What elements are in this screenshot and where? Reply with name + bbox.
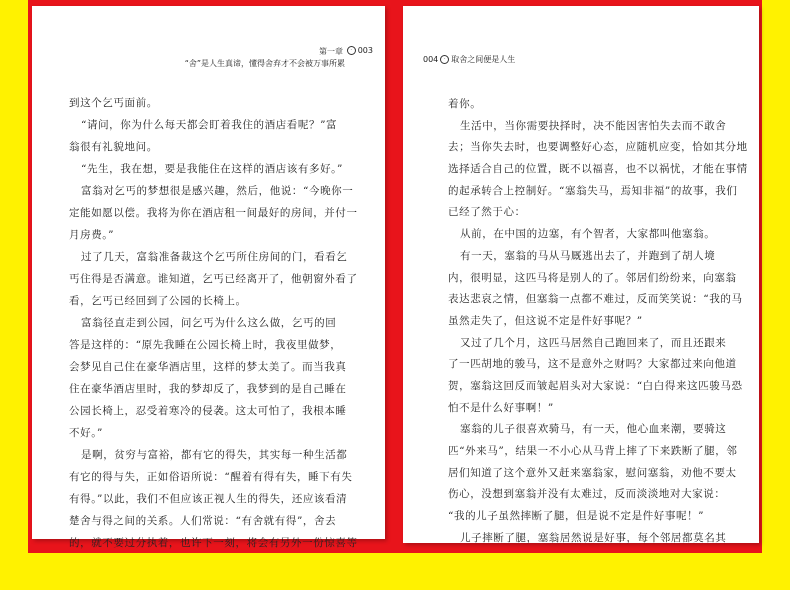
chapter-subtitle: “舍”是人生真谛，懂得舍弃才不会被万事所累 [184, 59, 345, 68]
text-line: 虽然走失了，但这说不定是件好事呢？” [448, 314, 643, 327]
text-line: 公园长椅上，忍受着寒冷的侵袭。这太可怕了，我根本睡 [69, 405, 347, 417]
text-line: 有一天，塞翁的马从马厩逃出去了，并跑到了胡人境 [460, 249, 716, 262]
text-line: 内，很明显，这匹马将是别人的了。邻居们纷纷来，向塞翁 [448, 271, 737, 284]
text-line: 过了几天，富翁准备裁这个乞丐所住房间的门，看看乞 [81, 251, 348, 263]
text-line: 选择适合自己的位置，既不以福喜，也不以祸忧，才能在事情 [448, 163, 748, 176]
text-line: 有它的得与失，正如俗语所说：“醒着有得有失，睡下有失 [69, 471, 353, 483]
text-line: 贺，塞翁这回反而皱起眉头对大家说：“白白得来这匹骏马恐 [448, 379, 743, 392]
text-line: “先生，我在想，要是我能住在这样的酒店该有多好。” [81, 163, 343, 175]
text-line: 从前，在中国的边塞，有个智者，大家都叫他塞翁。 [460, 228, 716, 241]
text-line: 的，就不要过分执着，也许下一刻，将会有另外一份惊喜等 [69, 537, 358, 549]
right-body-text [448, 94, 748, 549]
running-title: 取舍之间便是人生 [451, 55, 516, 64]
text-line: 表达悲哀之情，但塞翁一点都不难过，反而笑笑说：“我的马 [448, 293, 743, 306]
text-line: 了一匹胡地的骏马，这不是意外之财吗？大家都过来向他道 [448, 358, 737, 371]
text-line: 塞翁的儿子很喜欢骑马，有一天，他心血来潮，要骑这 [460, 423, 727, 436]
left-page [32, 6, 385, 549]
text-line: 是啊，贫穷与富裕，都有它的得失，其实每一种生活都 [81, 449, 348, 461]
left-body-text [69, 92, 365, 554]
right-page-number-text: 004 [423, 55, 439, 64]
text-line: 富翁径直走到公园，问乞丐为什么这么做，乞丐的回 [81, 317, 337, 329]
text-line: 匹“外来马”，结果一不小心从马背上摔了下来跌断了腿，邻 [448, 445, 738, 457]
text-line: “我的儿子虽然摔断了腿，但是说不定是件好事呢！” [448, 510, 705, 523]
text-line: 月房费。” [69, 229, 115, 241]
text-line: 有得。”以此，我们不但应该正视人生的得失，还应该看清 [69, 493, 348, 505]
text-line: 不好。” [69, 427, 104, 439]
text-line: 富翁对乞丐的梦想很是感兴趣，然后，他说：“今晚你一 [81, 185, 354, 197]
page-dot-icon: · [347, 46, 356, 55]
left-page-number-text: 003 [357, 46, 373, 55]
text-line: 翁很有礼貌地问。 [69, 141, 158, 153]
text-line: 居们知道了这个意外又赶来塞翁家，慰问塞翁，劝他不要太 [448, 466, 737, 479]
text-line: “请问，你为什么每天都会盯着我住的酒店看呢？”富 [81, 119, 338, 131]
text-line: 生活中，当你需要抉择时，决不能因害怕失去而不敢舍 [460, 119, 727, 132]
text-line: 着你。 [448, 98, 482, 110]
chapter-label: 第一章 [319, 47, 343, 56]
page-dot-icon: · [440, 55, 449, 64]
left-page-number [347, 46, 373, 55]
text-line: 伤心，没想到塞翁并没有太难过，反而淡淡地对大家说： [448, 488, 726, 501]
text-line: 丐住得是否满意。谁知道，乞丐已经离开了，他朝窗外看了 [69, 273, 358, 285]
text-line: 会梦见自己住在豪华酒店里，这样的梦太美了。而当我真 [69, 361, 347, 373]
text-line: 楚舍与得之间的关系。人们常说：“有舍就有得”，舍去 [69, 515, 337, 527]
text-line: 已经了然于心： [448, 206, 526, 219]
text-line: 定能如愿以偿。我将为你在酒店租一间最好的房间，并付一 [69, 207, 358, 219]
text-line: 答是这样的：“原先我睡在公园长椅上时，我夜里做梦， [69, 339, 342, 351]
text-line: 去；当你失去时，也要调整好心态，应随机应变，恰如其分地 [448, 141, 748, 154]
text-line: 看，乞丐已经回到了公园的长椅上。 [69, 295, 247, 307]
text-line: 的起承转合上控制好。“塞翁失马，焉知非福”的故事，我们 [448, 184, 738, 197]
right-page [403, 6, 759, 543]
text-line: 到这个乞丐面前。 [69, 97, 158, 109]
text-line: 儿子摔断了腿，塞翁居然说是好事，每个邻居都莫名其 [460, 531, 727, 544]
text-line: 住在豪华酒店里时，我的梦却反了，我梦到的是自己睡在 [69, 383, 347, 395]
text-line: 怕不是什么好事啊！” [448, 401, 554, 414]
text-line: 又过了几个月，这匹马居然自己跑回来了，而且还跟来 [460, 336, 727, 349]
right-page-header [423, 54, 515, 65]
